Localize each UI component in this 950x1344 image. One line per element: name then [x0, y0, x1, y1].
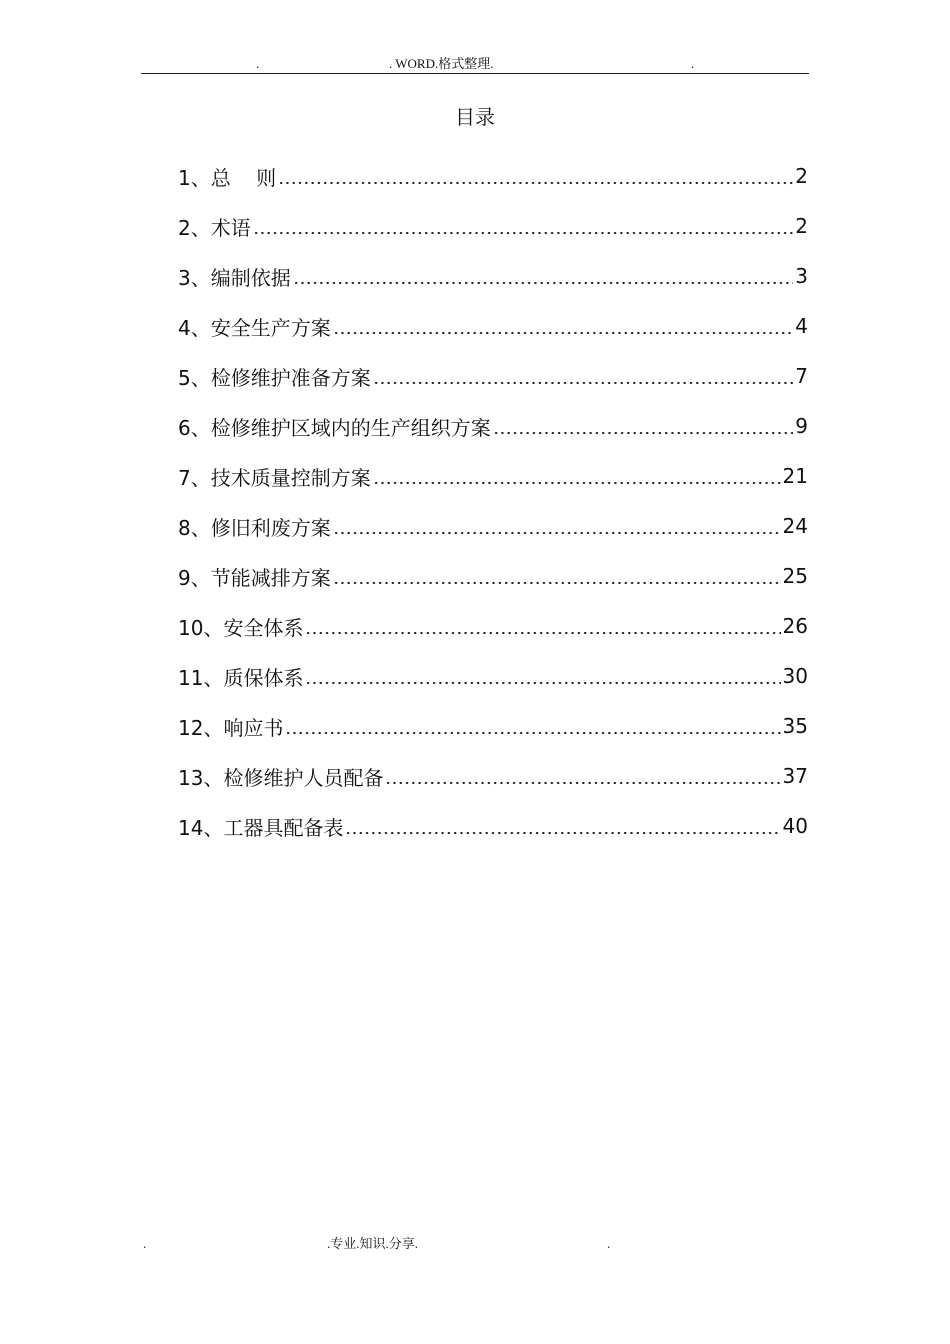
toc-leader-dots — [278, 166, 793, 186]
toc-entry-3[interactable] — [178, 251, 808, 301]
footer-center-text: .专业.知识.分享. — [327, 1236, 419, 1251]
toc-entry-page: 30 — [782, 664, 808, 688]
toc-leader-dots — [293, 266, 794, 286]
toc-leader-dots — [333, 566, 781, 586]
footer-right-mark: . — [607, 1236, 611, 1251]
toc-entry-page: 26 — [782, 614, 808, 638]
toc-leader-dots — [333, 516, 781, 536]
toc-entry-page: 40 — [782, 814, 808, 838]
toc-leader-dots — [373, 366, 794, 386]
toc-entry-label: 8、修旧利废方案 — [178, 515, 331, 540]
toc-entry-label: 10、安全体系 — [178, 615, 304, 640]
toc-title: 目录 — [455, 105, 495, 129]
toc-entry-8[interactable] — [178, 501, 808, 551]
toc-entry-label: 5、检修维护准备方案 — [178, 365, 371, 390]
toc-entry-label: 11、质保体系 — [178, 665, 304, 690]
toc-entry-1[interactable] — [178, 151, 808, 201]
toc-entry-label: 4、安全生产方案 — [178, 315, 331, 340]
page-header — [141, 56, 809, 74]
toc-leader-dots — [333, 316, 794, 336]
toc-leader-dots — [285, 716, 780, 736]
toc-entry-page: 4 — [795, 314, 808, 338]
toc-entry-14[interactable] — [178, 801, 808, 851]
toc-leader-dots — [373, 466, 781, 486]
toc-entry-label: 9、节能减排方案 — [178, 565, 331, 590]
toc-entry-6[interactable] — [178, 401, 808, 451]
toc-leader-dots — [493, 416, 794, 436]
toc-entry-page: 24 — [782, 514, 808, 538]
toc-entry-5[interactable] — [178, 351, 808, 401]
toc-entry-label: 2、术语 — [178, 215, 251, 240]
toc-entry-12[interactable] — [178, 701, 808, 751]
toc-entry-10[interactable] — [178, 601, 808, 651]
toc-entry-page: 21 — [782, 464, 808, 488]
toc-leader-dots — [385, 766, 780, 786]
toc-entry-label: 13、检修维护人员配备 — [178, 765, 384, 790]
toc-entry-page: 2 — [795, 164, 808, 188]
toc-entry-13[interactable] — [178, 751, 808, 801]
toc-entry-label: 6、检修维护区域内的生产组织方案 — [178, 415, 491, 440]
toc-entry-page: 25 — [782, 564, 808, 588]
toc-entry-11[interactable] — [178, 651, 808, 701]
toc-entry-label: 12、响应书 — [178, 715, 284, 740]
toc-entry-9[interactable] — [178, 551, 808, 601]
toc-entry-7[interactable] — [178, 451, 808, 501]
toc-entry-2[interactable] — [178, 201, 808, 251]
header-left-mark: . — [256, 56, 260, 71]
toc-entry-page: 35 — [782, 714, 808, 738]
toc-entry-label: 7、技术质量控制方案 — [178, 465, 371, 490]
toc-entry-label: 1、总 则 — [178, 165, 277, 190]
header-center-text: . WORD.格式整理. — [389, 56, 494, 71]
table-of-contents — [178, 151, 808, 851]
toc-leader-dots — [345, 816, 780, 836]
toc-entry-page: 3 — [795, 264, 808, 288]
toc-entry-page: 9 — [795, 414, 808, 438]
toc-entry-page: 2 — [795, 214, 808, 238]
footer-left-mark: . — [143, 1236, 147, 1251]
toc-leader-dots — [305, 616, 780, 636]
toc-entry-page: 37 — [782, 764, 808, 788]
header-right-mark: . — [691, 56, 695, 71]
toc-entry-label: 14、工器具配备表 — [178, 815, 344, 840]
toc-leader-dots — [305, 666, 780, 686]
toc-entry-4[interactable] — [178, 301, 808, 351]
toc-leader-dots — [253, 216, 794, 236]
toc-entry-page: 7 — [795, 364, 808, 388]
toc-entry-label: 3、编制依据 — [178, 265, 291, 290]
